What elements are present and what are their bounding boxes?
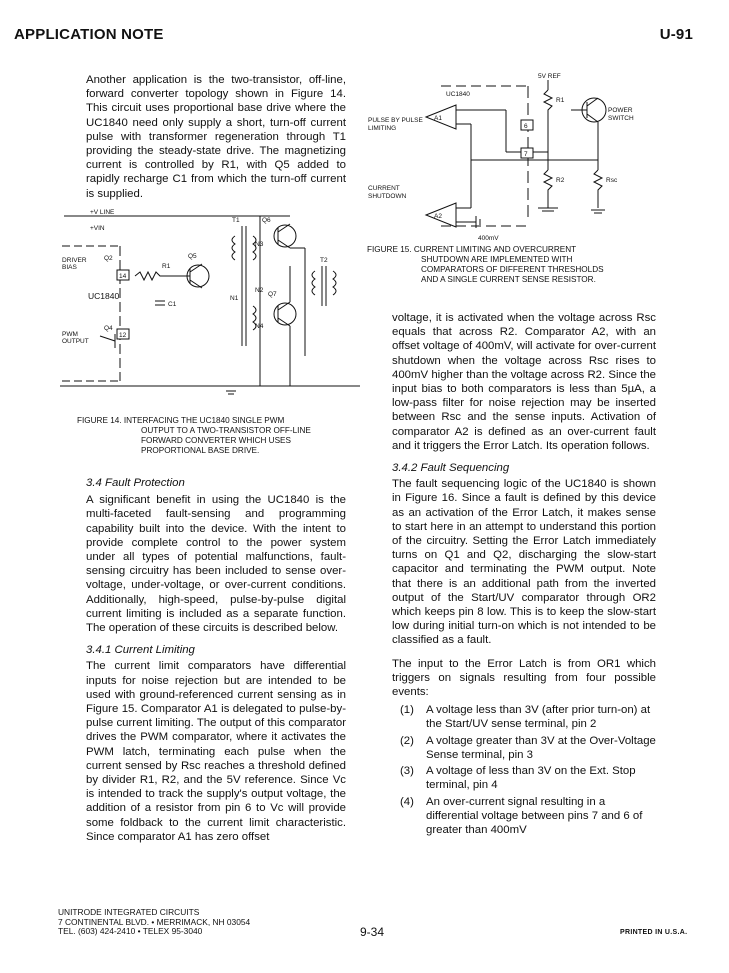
- section-3-4: [86, 476, 346, 844]
- fig15-label-r1: R1: [556, 97, 565, 104]
- fig15-label-vref: 5V REF: [538, 73, 561, 80]
- fig14-label-pwm: PWM: [62, 331, 78, 338]
- fig14-label-q5: Q5: [188, 253, 197, 260]
- fig15-label-shutdown: SHUTDOWN: [368, 193, 407, 200]
- fig14-label-pin12: 12: [119, 332, 127, 339]
- fig14-label-output: OUTPUT: [62, 338, 89, 345]
- fig14-label-n2: N2: [255, 287, 264, 294]
- fig14-label-t2: T2: [320, 257, 328, 264]
- list-item: (1) A voltage less than 3V (after prior turn-on) at the Start/UV sense terminal, pin 2: [400, 704, 651, 731]
- fig14-label-t1: T1: [232, 217, 240, 224]
- fig14-label-r1: R1: [162, 263, 171, 270]
- fig14-label-q6: Q6: [262, 217, 271, 224]
- fig14-label-n1: N1: [230, 295, 239, 302]
- column-2-text: [392, 311, 656, 839]
- section-3-4-2-body: The fault sequencing logic of the UC1840 is shown in Figure 16. Since a fault is defined by this device as an activation of the Error Latch, it makes sense to start here in an attempt to understand this portion of the circuitry. Setting the Error Latch immediately turns on Q1 and Q2, discharging the slow-start capacitor and terminating the PWM output. Note that there is an additional path from the inverted output of the Start/UV comparator through OR2 which keeps pin 8 low. This is to keep the slow-start low during initial turn-on which is not intended to be classified as a fault.: [392, 478, 656, 647]
- header-page-code: U-91: [659, 26, 693, 43]
- fig15-label-uc1840: UC1840: [446, 91, 470, 98]
- fig14-label-vin: +VIN: [90, 225, 105, 232]
- fig14-label-q7: Q7: [268, 291, 277, 298]
- list-item: (3) A voltage of less than 3V on the Ext. Stop terminal, pin 4: [400, 765, 636, 792]
- fig14-label-driver: DRIVER: [62, 257, 87, 264]
- fig15-label-switch: SWITCH: [608, 115, 634, 122]
- page-number: 9-34: [360, 925, 385, 939]
- fig15-label-pulse1: PULSE BY PULSE: [368, 117, 423, 124]
- figure-15-schematic: [366, 70, 666, 250]
- fig14-label-q2: Q2: [104, 255, 113, 262]
- section-3-4-1-title: 3.4.1 Current Limiting: [86, 644, 195, 657]
- current-limiting-continued: voltage, it is activated when the voltage across Rsc equals that across R2. Comparator A2, with an offset voltage of 400mV, will activate for over-current shutdown when the voltage across Rsc rises to 400mV higher than the voltage across R2. Since the input bias to both comparators is less than 5µA, a low-pass filter for noise rejection may be inserted between Rsc and the sense inputs. Activation of comparator A2 is defined as an over-current fault and it triggers the Error Latch. Its operation follows.: [392, 312, 657, 452]
- fig15-label-rsc: Rsc: [606, 177, 618, 184]
- section-3-4-title: 3.4 Fault Protection: [86, 477, 185, 489]
- fig14-label-c1: C1: [168, 301, 177, 308]
- section-3-4-2-title: 3.4.2 Fault Sequencing: [392, 462, 510, 475]
- section-3-4-2-body2: The input to the Error Latch is from OR1 which triggers on signals resulting from four possible events:: [392, 657, 656, 699]
- fig14-label-pin14: 14: [119, 273, 127, 280]
- fig14-label-n4: N4: [255, 323, 264, 330]
- fault-event-list: [392, 703, 656, 837]
- fig14-label-bias: BIAS: [62, 264, 77, 271]
- fig15-label-pin6: 6: [524, 123, 528, 130]
- figure-14-caption: FIGURE 14. INTERFACING THE UC1840 SINGLE PWM OUTPUT TO A TWO-TRANSISTOR OFF-LINE FORWARD CONVERTER WHICH USES PROPORTIONAL BASE DRIVE.: [77, 416, 311, 455]
- fig15-label-current: CURRENT: [368, 185, 400, 192]
- fig15-label-400mv: 400mV: [478, 235, 499, 242]
- fig15-label-pulse2: LIMITING: [368, 125, 397, 132]
- fig14-label-vline: +V LINE: [90, 209, 115, 216]
- fig15-label-a1: A1: [434, 115, 442, 122]
- figure-15-caption: FIGURE 15. CURRENT LIMITING AND OVERCURRENT SHUTDOWN ARE IMPLEMENTED WITH COMPARATORS OF DIFFERENT THRESHOLDS AND A SINGLE CURRENT SENSE RESISTOR.: [367, 245, 604, 284]
- figure-14-schematic: [60, 206, 360, 406]
- fig15-label-power: POWER: [608, 107, 633, 114]
- fig15-label-r2: R2: [556, 177, 565, 184]
- footer-address: UNITRODE INTEGRATED CIRCUITS 7 CONTINENTAL BLVD. • MERRIMACK, NH 03054 TEL. (603) 424-2410 • TELEX 95-3040: [58, 907, 251, 936]
- header-title: APPLICATION NOTE: [14, 26, 164, 43]
- list-item: (2) A voltage greater than 3V at the Over-Voltage Sense terminal, pin 3: [400, 734, 656, 761]
- fig15-label-a2: A2: [434, 213, 442, 220]
- intro-paragraph: Another application is the two-transistor, off-line, forward converter topology shown in Figure 14. This circuit uses proportional base drive where the UC1840 need only supply a short, turn-off current pulse with transformer regeneration through T1 providing the steady-state drive. The magnetizing current is controlled by R1, with Q5 added to rapidly recharge C1 from which the turn-off current is supplied.: [86, 74, 346, 200]
- list-item: (4) An over-current signal resulting in a differential voltage between pins 7 and 6 of greater than 400mV: [400, 795, 643, 836]
- fig14-label-q4: Q4: [104, 325, 113, 332]
- section-3-4-body: A significant benefit in using the UC1840 is the multi-faceted fault-sensing and programming capability built into the device. With the intent to provide complete control to the power system under all types of potential malfunctions, fault-sensing circuitry has been included to sense over-voltage, under-voltage, or over-current conditions. Additionally, high-speed, pulse-by-pulse digital current limiting is included as a separate function. The operation of these circuits is described below.: [86, 494, 346, 635]
- fig15-label-pin7: 7: [524, 151, 528, 158]
- printed-in: PRINTED IN U.S.A.: [620, 929, 688, 936]
- fig14-label-uc1840: UC1840: [88, 291, 120, 301]
- fig14-label-n3: N3: [255, 241, 264, 248]
- section-3-4-1-body: The current limit comparators have differential inputs for noise rejection but are intended to be used with ground-referenced current sensing as in Figure 15. Comparator A1 is delegated to pulse-by-pulse current limiting. The output of this comparator drives the PWM comparator, where it activates the PWM latch, terminating each pulse when the current sensed by Rsc reaches a threshold defined by divider R1, R2, and the 5V reference. Since Vc is intended to track the supply's output voltage, the addition of a resistor from pin 6 to Vc will provide some foldback to the current limit characteristic. Since comparator A1 has zero offset: [86, 660, 346, 843]
